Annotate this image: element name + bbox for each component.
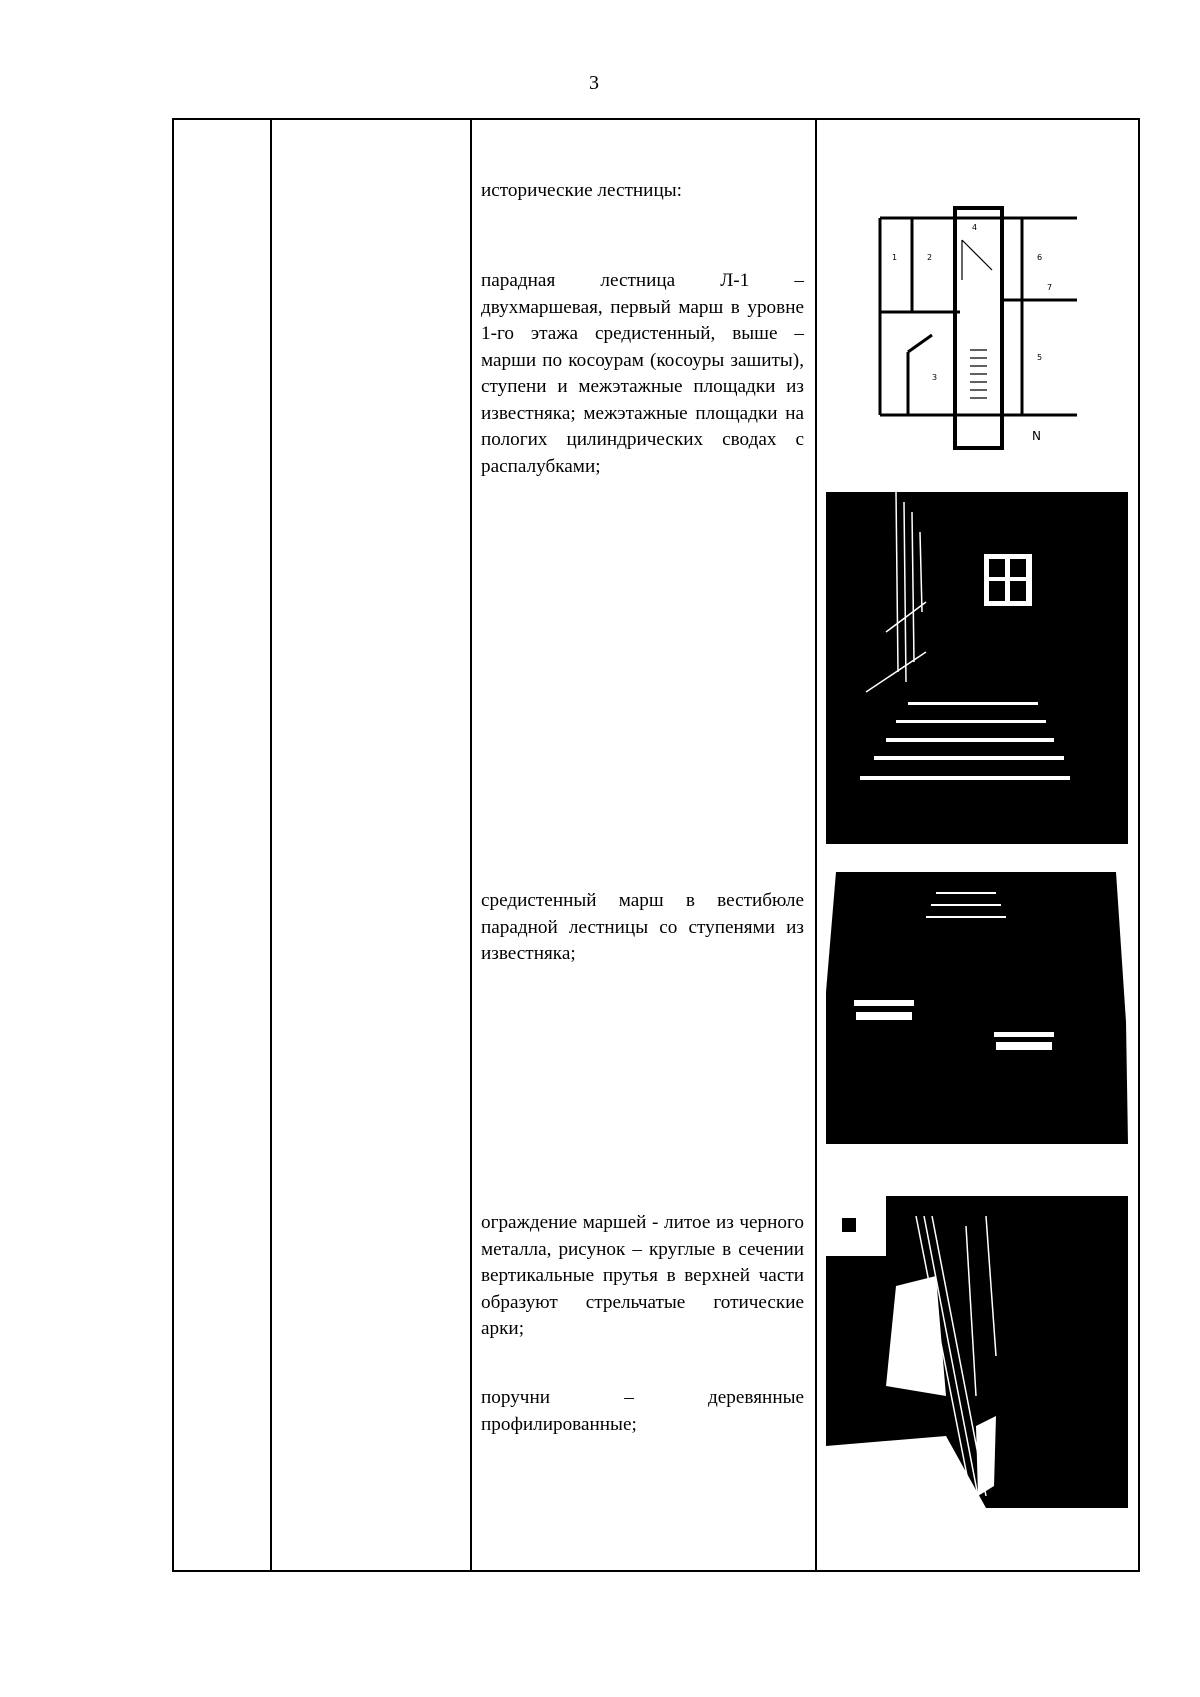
text-handrails: поручни – деревянные профилированные; (481, 1387, 804, 1435)
railing-photo (826, 1196, 1128, 1508)
column-divider-2 (470, 120, 472, 1570)
column-divider-3 (815, 120, 817, 1570)
staircase-photo (826, 492, 1128, 844)
north-marker: N (1032, 429, 1041, 443)
vestibule-photo (826, 872, 1128, 1144)
text-main-staircase: парадная лестница Л-1 – двухмаршевая, первый марш в уровне 1-го этажа средистенный, выше – марши по косоурам (косоуры зашиты), ступени и межэтажные площадки из известняка; межэтажные площадки на пологих цилиндрических сводах с распалубками; (481, 270, 804, 477)
svg-text:6: 6 (1037, 253, 1043, 262)
column-divider-1 (270, 120, 272, 1570)
svg-text:7: 7 (1047, 283, 1053, 292)
svg-text:1: 1 (892, 253, 898, 262)
svg-text:2: 2 (927, 253, 933, 262)
text-vestibule-flight: средистенный марш в вестибюле парадной лестницы со ступенями из известняка; (481, 890, 804, 964)
floor-plan-image (872, 200, 1082, 450)
text-railing: ограждение маршей - литое из черного металла, рисунок – круглые в сечении вертикальные прутья в верхней части образуют стрельчатые готические арки; (481, 1212, 804, 1339)
text-historic-stairs-heading: исторические лестницы: (481, 180, 682, 201)
svg-text:4: 4 (972, 223, 978, 232)
page-number: 3 (589, 72, 599, 94)
svg-text:3: 3 (932, 373, 938, 382)
svg-text:5: 5 (1037, 353, 1043, 362)
